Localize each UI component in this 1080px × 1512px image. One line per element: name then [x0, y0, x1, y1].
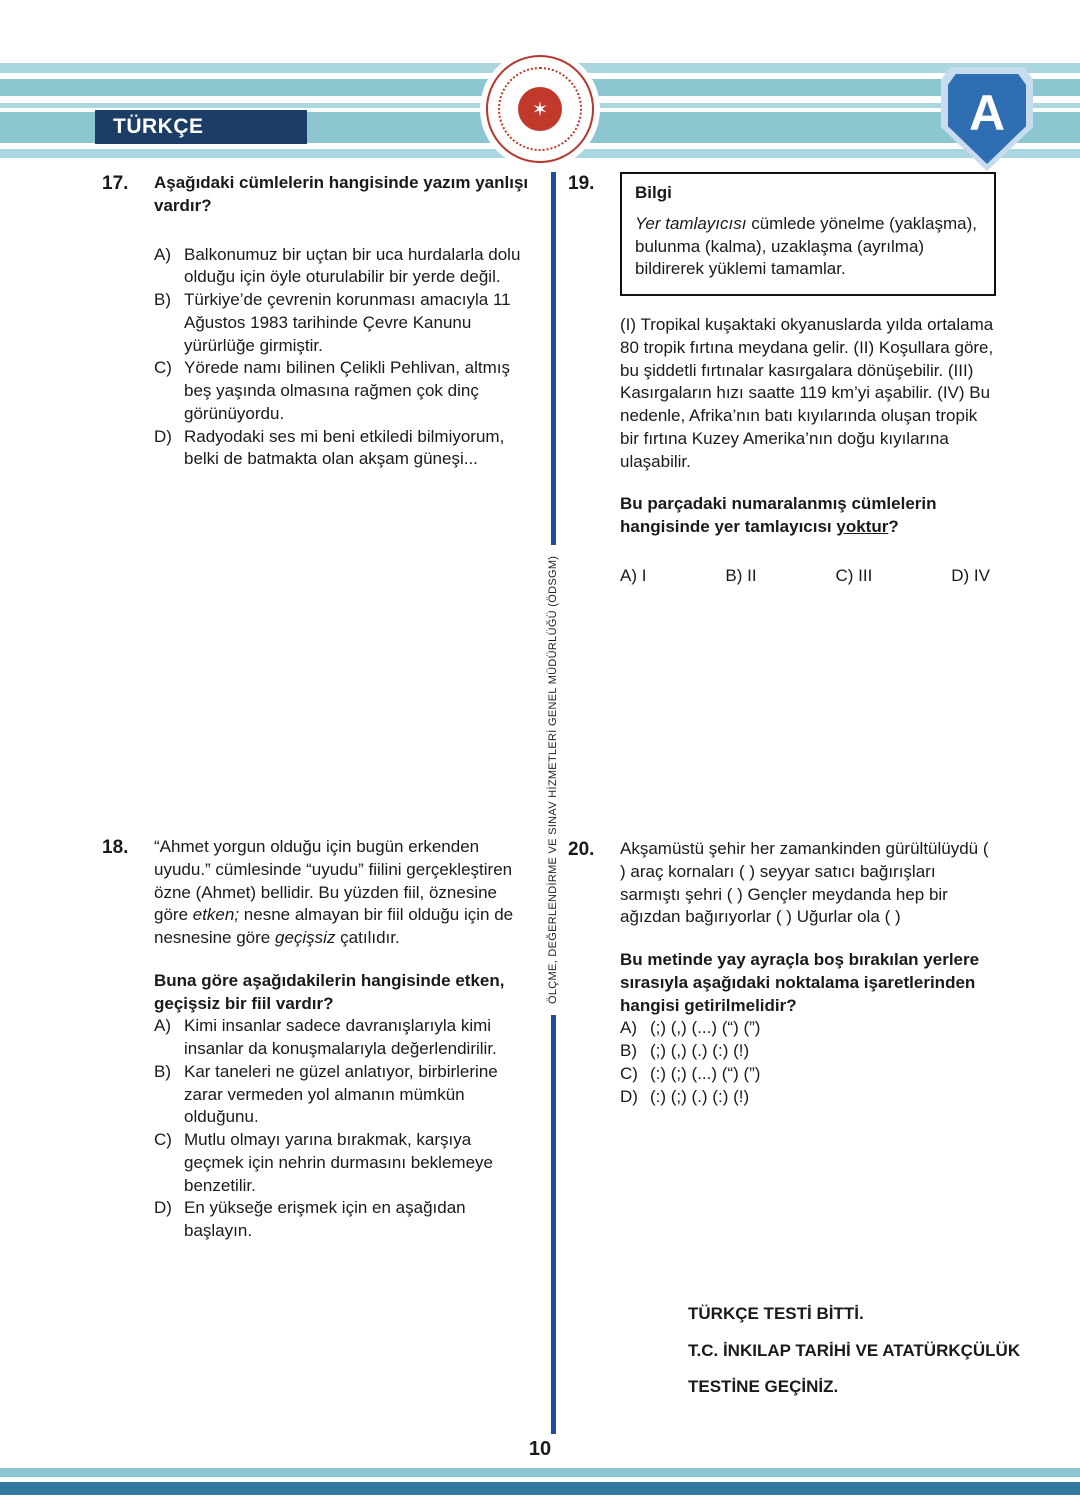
question-number: 17.: [102, 173, 129, 194]
subject-bar: [95, 110, 307, 144]
info-italic: Yer tamlayıcısı: [635, 213, 747, 233]
option-d: [154, 1197, 532, 1243]
question-body: [620, 172, 996, 588]
option-a: [154, 244, 532, 290]
logo-emblem-icon: ✶: [518, 87, 562, 131]
option-d: D) IV: [951, 565, 990, 585]
option-text: Mutlu olmayı yarına bırakmak, karşıya geçmek için nehrin durmasını beklemeye benzetilir.: [184, 1130, 493, 1195]
question-stem: Aşağıdaki cümlelerin hangisinde yazım yanlışı vardır?: [154, 173, 529, 215]
option-text: Kimi insanlar sadece davranışlarıyla kimi insanlar da konuşmalarıyla değerlendirilir.: [184, 1016, 497, 1059]
option-label: B): [620, 1041, 637, 1061]
page-number: 10: [528, 1438, 552, 1460]
option-label: C): [154, 1130, 172, 1150]
option-text: (;) (,) (...) (“) (”): [650, 1018, 761, 1038]
option-b: [154, 289, 532, 357]
option-c: C) III: [835, 565, 873, 585]
option-text: Radyodaki ses mi beni etkiledi bilmiyorum, belki de batmakta olan akşam güneşi...: [184, 426, 505, 469]
options-row: [620, 565, 996, 588]
option-label: B): [154, 290, 171, 310]
info-box-title: Bilgi: [635, 183, 672, 202]
option-label: D): [154, 426, 172, 446]
intro-text: çatılıdır.: [335, 928, 400, 948]
subject-title: TÜRKÇE: [113, 115, 204, 138]
option-c: [154, 1129, 532, 1197]
option-label: D): [620, 1086, 638, 1106]
question-stem: [620, 493, 996, 539]
intro-text: “Ahmet yorgun olduğu için bugün erkenden uyudu.” cümlesinde “uyudu” fiilini gerçekleştiren özne (Ahmet) bellidir. Bu yüzden fiil, öznesine göre: [154, 837, 513, 925]
options-list: [154, 244, 532, 472]
option-b: [154, 1061, 532, 1129]
ministry-logo: [486, 55, 594, 163]
option-label: A): [154, 1016, 171, 1036]
question-stem: Bu metinde yay ayraçla boş bırakılan yerlere sırasıyla aşağıdaki noktalama işaretlerinden hangisi getirilmelidir?: [620, 950, 980, 1015]
option-text: (:) (;) (.) (:) (!): [650, 1086, 750, 1106]
question-body: [620, 838, 996, 1108]
footer-stripe: [0, 1482, 1080, 1495]
option-a: A) I: [620, 565, 647, 585]
question-17: [102, 172, 532, 471]
question-stem: Buna göre aşağıdakilerin hangisinde etken, geçişsiz bir fiil vardır?: [154, 970, 505, 1013]
option-text: Balkonumuz bir uçtan bir uca hurdalarla dolu olduğu için öyle oturulabilir bir yerde değil.: [184, 244, 521, 287]
option-d: [154, 426, 532, 472]
option-text: Yörede namı bilinen Çelikli Pehlivan, altmış beş yaşında olmasına rağmen çok dinç görünüyordu.: [184, 358, 510, 423]
option-text: Türkiye’de çevrenin korunması amacıyla 11 Ağustos 1983 tarihinde Çevre Kanunu yürürlüğe girmiştir.: [184, 290, 511, 355]
option-b: [620, 1040, 996, 1063]
option-text: En yükseğe erişmek için en aşağıdan başlayın.: [184, 1198, 466, 1241]
vertical-publisher-label: ÖLÇME, DEĞERLENDİRME VE SINAV HİZMETLERİ GENEL MÜDÜRLÜĞÜ (ÖDSGM): [536, 545, 570, 1015]
options-list: [154, 1015, 532, 1243]
option-text: (:) (;) (...) (“) (”): [650, 1063, 761, 1083]
question-number: 18.: [102, 837, 129, 858]
info-text: cümlede yönelme (yaklaşma), bulunma (kalma), uzaklaşma (ayrılma) bildirerek yüklemi tamamlar.: [635, 213, 978, 279]
end-notice-line: TESTİNE GEÇİNİZ.: [688, 1377, 839, 1397]
question-number: 19.: [568, 173, 595, 194]
question-passage: (I) Tropikal kuşaktaki okyanuslarda yılda ortalama 80 tropik fırtına meydana gelir. (II) Koşullara göre, bu şiddetli fırtınalar kasırgalara dönüşebilir. (III) Kasırgaların hızı saatte 119 km’yi aşabilir. (IV) Bu nedenle, Afrika’nın batı kıyılarında oluşan tropik bir fırtına Kuzey Amerika’nın doğu kıyılarına ulaşabilir.: [620, 315, 994, 471]
intro-italic: geçişsiz: [274, 928, 336, 948]
option-text: (;) (,) (.) (:) (!): [650, 1041, 750, 1061]
option-label: C): [620, 1063, 638, 1083]
question-19: [568, 172, 996, 588]
question-body: [154, 836, 532, 1243]
end-of-test-notice: [688, 1296, 1020, 1406]
info-box: [620, 172, 996, 296]
question-20: [568, 838, 996, 1108]
stem-text: Bu parçadaki numaralanmış cümlelerin hangisinde yer tamlayıcısı: [620, 494, 937, 537]
question-passage: Akşamüstü şehir her zamankinden gürültülüydü ( ) araç kornaları ( ) seyyar satıcı bağırışları sarmıştı şehri ( ) Gençler meydanda hep bir ağızdan bağırıyorlar ( ) Uğurlar ola ( ): [620, 839, 989, 927]
footer-stripe: [0, 1468, 1080, 1477]
option-label: C): [154, 358, 172, 378]
intro-italic: etken;: [192, 905, 240, 925]
stem-underline: yoktur: [836, 517, 889, 537]
booklet-letter: A: [968, 85, 1006, 141]
option-c: [154, 357, 532, 425]
option-a: [154, 1015, 532, 1061]
option-label: D): [154, 1198, 172, 1218]
end-notice-line: T.C. İNKILAP TARİHİ VE ATATÜRKÇÜLÜK: [688, 1340, 1021, 1360]
options-list: [620, 1017, 996, 1108]
intro-text: nesne almayan bir fiil olduğu için de nesnesine göre: [154, 905, 514, 948]
logo-ring: [498, 67, 582, 151]
info-box-text: [635, 213, 981, 281]
option-label: B): [154, 1061, 171, 1081]
question-body: [154, 172, 532, 471]
option-c: [620, 1063, 996, 1086]
option-b: B) II: [725, 565, 757, 585]
end-notice-line: TÜRKÇE TESTİ BİTTİ.: [688, 1304, 864, 1323]
option-d: [620, 1086, 996, 1109]
question-intro: [154, 836, 532, 950]
option-text: Kar taneleri ne güzel anlatıyor, birbirlerine zarar vermeden yol almanın mümkün olduğunu.: [184, 1061, 498, 1127]
option-label: A): [154, 244, 171, 264]
question-18: [102, 836, 532, 1243]
option-label: A): [620, 1018, 637, 1038]
stem-text: ?: [888, 517, 899, 537]
option-a: [620, 1017, 996, 1040]
booklet-badge: [948, 74, 1026, 164]
question-number: 20.: [568, 839, 595, 860]
